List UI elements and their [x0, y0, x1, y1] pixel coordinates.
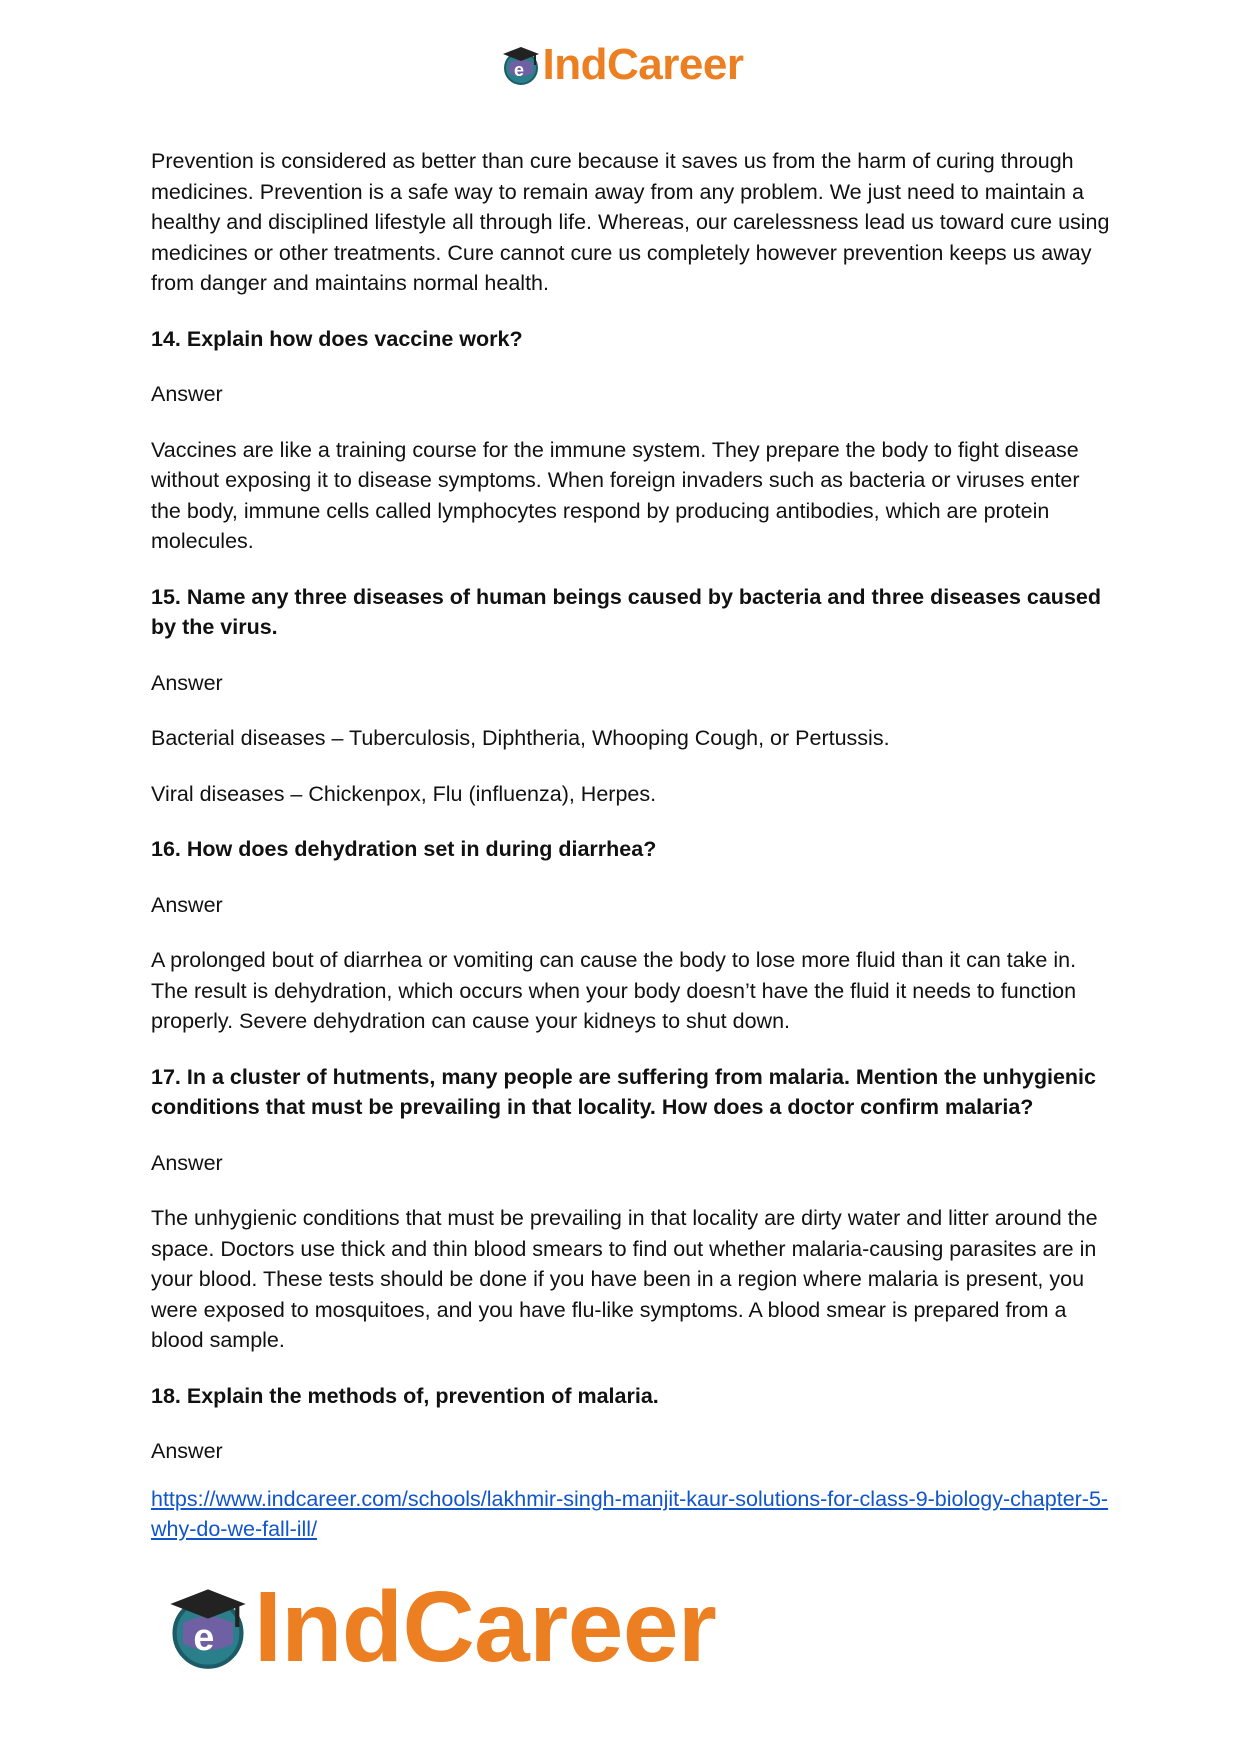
answer-label-14: Answer — [151, 382, 223, 406]
answer-17: The unhygienic conditions that must be prevailing in that locality are dirty water and litter around the space. Doctors use thick and thin blood smears to find out whether malaria-causing parasites are in your blood. These tests should be done if you have been in a region where malaria is present, you were exposed to mosquitoes, and you have flu-like symptoms. A blood smear is prepared from a blood sample. — [151, 1206, 1098, 1352]
header-logo-text: IndCareer — [542, 40, 744, 89]
question-16: 16. How does dehydration set in during diarrhea? — [151, 837, 657, 861]
footer-logo-text: IndCareer — [254, 1571, 717, 1683]
answer-15-viral: Viral diseases – Chickenpox, Flu (influenza), Herpes. — [151, 781, 657, 806]
answer-label-16: Answer — [151, 892, 223, 917]
footer-logo — [162, 1572, 716, 1682]
answer-14: Vaccines are like a training course for the immune system. They prepare the body to fight disease without exposing it to disease symptoms. When foreign invaders such as bacteria or viruses enter the body, immune cells called lymphocytes respond by producing antibodies, which are protein molecules. — [151, 437, 1080, 553]
answer-label-17: Answer — [151, 1150, 223, 1175]
graduation-globe-icon — [499, 43, 543, 87]
svg-text:e: e — [193, 1616, 215, 1658]
document-body — [151, 146, 1111, 1545]
question-17: 17. In a cluster of hutments, many people are suffering from malaria. Mention the unhygienic conditions that must be prevailing in that locality. How does a doctor confirm malaria? — [151, 1064, 1096, 1119]
graduation-globe-icon — [162, 1581, 254, 1673]
answer-label-15: Answer — [151, 670, 223, 695]
question-18: 18. Explain the methods of, prevention of malaria. — [151, 1383, 659, 1408]
answer-16: A prolonged bout of diarrhea or vomiting can cause the body to lose more fluid than it can take in. The result is dehydration, which occurs when your body doesn’t have the fluid it needs to function properly. Severe dehydration can cause your kidneys to shut down. — [151, 948, 1077, 1033]
solutions-link[interactable]: https://www.indcareer.com/schools/lakhmir-singh-manjit-kaur-solutions-for-class-9-biology-chapter-5-why-do-we-fall-ill/ — [151, 1486, 1109, 1541]
question-14: 14. Explain how does vaccine work? — [151, 326, 523, 351]
svg-text:e: e — [513, 60, 524, 80]
intro-paragraph: Prevention is considered as better than cure because it saves us from the harm of curing through medicines. Prevention is a safe way to remain away from any problem. We just need to maintain a healthy and disciplined lifestyle all through life. Whereas, our carelessness lead us toward cure using medicines or other treatments. Cure cannot cure us completely however prevention keeps us away from danger and maintains normal health. — [151, 149, 1110, 295]
answer-label-18: Answer — [151, 1439, 223, 1463]
header-logo — [0, 40, 1242, 92]
question-15: 15. Name any three diseases of human beings caused by bacteria and three diseases caused by the virus. — [151, 584, 1101, 639]
answer-15-bacterial: Bacterial diseases – Tuberculosis, Diphtheria, Whooping Cough, or Pertussis. — [151, 726, 890, 750]
